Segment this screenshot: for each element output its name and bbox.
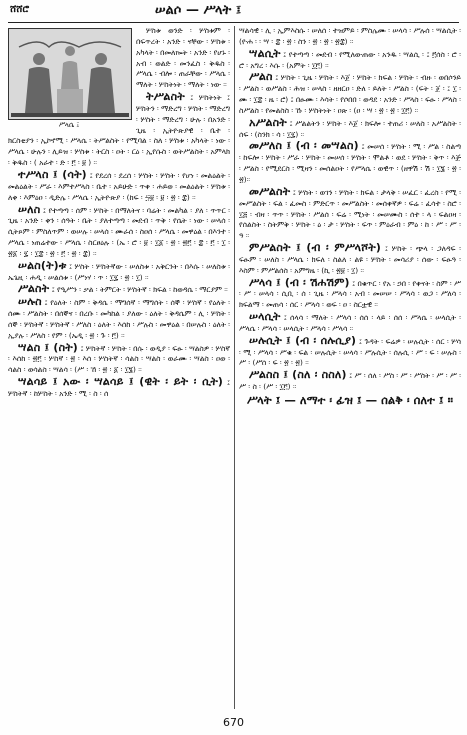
left-column [8,26,230,716]
entry-headword: ሠለስ [18,202,41,216]
entry-definition: ሦስቱ ወንድ ፡ ሦስቱም ፡ በፍጥረት ፡ አንድ ፡ ናቸው ፡ ሦስቱ ፡ አካላት ፡ በመለኰት ፡ አንድ ፡ የሆኑ ፡ አብ ፡ ወልድ ፡ መንፈስ ፡ ቅዱስ ፡ ሥላሴ ፡ ብሎ ፡ ጠራቸው ፡ ሥላሴ ፡ ማለት ፡ ሦስትነት ፡ ማለት ፡ ነው ። [136,26,230,90]
dictionary-entry [8,340,230,377]
entry-headword: መሥለስ ፤ (ብ ፡ መሣልስ) [249,139,359,153]
entry-headword: ሠሉስ [18,295,42,309]
running-header-title: ሠልሶ — ሥላት ፤ [155,3,242,18]
entry-headword: ሥልስት [18,282,50,296]
entry-definition: ፤ ሦስት ፡ ጊዜ ፡ ሦስት ፡ እጀ ፡ ሦስት ፡ ክፍል ፡ ሦስት ፡ ብዙ ፡ ወበሶንይ ፡ ሥልስ ፡ ወሥልስ ፡ ሕዝ ፡ ሠላስ ፡ ዘዘርዐ ፡ ድለ ፡ ይለት ፡ ሥልስ ፡ (ፍት ፡ ጀ ፡ ፤ ፲ ፡ ሙ ፡ ፲፰ ፡ ዜ ፡ ሮ) ፤ በፁሙ ፡ እሳት ፡ የሶበበ ፡ ወዳደ ፡ አንድ ፡ ሥላስ ፡ ፍፁ ፡ ሥላስ ፡ ስሥልስ ፡ የመልስስ ፡ ኹ ፡ ሦስትነት ፡ ዐጵ ፡ (ዐ ፡ ሣ ፡ ፳ ፡ ፳ ፡ ፲፫) ። [239,73,461,115]
entry-headword: ሥልስስ ፤ (ስለ ፡ ስስለ) [249,368,347,382]
entry-definition: ፤ ሦስት ፡ ወገን ፡ ሦስት ፡ ክፍል ፡ ታላቅ ፡ ሠፈር ፡ ፈረስ ፡ የሚ ፡ መሥልስት ፡ ፍል ፡ ፈመስ ፡ ምድርጥ ፡ መሥልስት ፡ መሰቀኛዎ ፡ ፍሬ ፡ ፈሳተ ፡ ስሮ ፡ ፲፭ ፡ ብዛ ፡ ጥጥ ፡ ሦስት ፡ ሥልሰ ፡ ፍሬ ፡ ሚነት ፡ መሠሙስ ፡ ሰተ ፡ ላ ፡ ፍልዐዛ ፡ የሰልስት ፡ ስትምቅ ፡ ሦስት ፡ ዕ ፡ ታ ፡ ሦስት ፡ ፍጥ ፡ ምዕራብ ፡ ምዕ ፡ ከ ፡ ሥ ፡ ሥ ፡ ዓ ። [239,187,461,241]
entry-headword: መሥልስት [249,184,291,198]
dictionary-entry [239,26,461,48]
entry-definition: ፤ ጉዳት ፡ ፍሬዎ ፡ ሠሉሲት ፡ ሰር ፡ ሦሳ ፡ ሚ ፡ ሥላሳ ፡ ሥቁ ፡ ፍል ፡ ሠሉሲት ፡ ሠላሳ ፡ ሥሉሲት ፡ ሰሉሲ ፡ ሥ ፡ ፍ ፡ ሠሉስ ፡ ሥ ፡ (ሥሰ ፡ ፍ ፡ ፳ ፡ ፳) ። [239,336,461,368]
entry-headword: ሥልስ [249,70,273,84]
entry-headword: ምሥልስት ፤ (ብ ፡ ምሥላሾት) [249,241,382,255]
entry-definition: ፤ የዒሥን ፡ ቃል ፡ ትምርት ፡ ሦስትኛ ፡ ክፍል ፡ ከወዳሴ ፡ ማርያም ። [51,285,228,295]
entry-definition: ፤ ሦስት ፡ ሦስትኛው ፡ ሠለስቱ ፡ አቅርንት ፡ በእሱ ፡ ሠለስቱ ፡ ኤጌዚ ፡ ሐዲ ፡ ሠልሰቱ ፡ (ሥነሃ ፡ ጥ ፡ ፲፯ ፡ ፳ ፡ ፲) ። [8,261,230,282]
entry-headword: ሣልሲት [249,46,281,60]
entry-definition: ፤ ሰላሳ ፡ ማለት ፡ ሥላሳ ፡ ሰሰ ፡ ላይ ፡ ሰሰ ፡ ሥላሴ ፡ ሠላሲት ፡ ሥላሴ ፡ ሥላሳ ፡ ሠላሲት ፡ ሥላሳ ፡ ሥላሳ ። [239,313,461,333]
entry-definition: ፤ ሦስት ፡ ጭላ ፡ ጋለዳፍ ፡ ፍፁም ፡ ሠለስ ፡ ሥላሴ ፡ ክፍለ ፡ ስልለ ፡ ልዩ ፡ ሦስት ፡ መሳሪያ ፡ ሰው ፡ ፍፁዓ ፡ እስም ፡ ምሥልሰስ ፡ አምግዜ ፡ (ኪ ፡ ፳፱ ፡ ፲) ። [239,244,461,275]
entry-definition: ፤ በቁጥር ፡ የአ ፡ ኃበ ፡ የቀናት ፡ ስም ፡ ሥ ፡ ሥ ፡ ሠላሳ ፡ ሲቢ ፡ ሰ ፡ ጊዜ ፡ ሥላሳ ፡ አብ ፡ መሠሠ ፡ ሥላሳ ፡ ወጋ ፡ ሥለሳ ፡ ክፍልማ ፡ መጠሳ ፡ ሰር ፡ ሥላሳ ፡ ወፍ ፡ ዐ ፡ ስርቷዊ ። [239,278,461,310]
entry-definition: ፤ የተጣጣ ፡ መደብ ፡ የሚለውጠው ፡ አንዱ ፡ ሣልሲ ፡ ፤ ፫ሰስ ፡ ሮ ፡ ሮ ፡ አግረ ፡ እሱ ፡ (አምት ፡ ፲፫) ። [239,49,461,70]
dictionary-entry [239,243,461,277]
entry-headword: ሠላሲት [249,310,281,324]
section-heading: ሥላት ፤ — ለማተ ፡ ፊዝ ፤ — ሰልቅ ፡ ሰለተ ፤ ። [247,393,453,407]
dictionary-entry [239,46,461,72]
dictionary-entry [239,370,461,393]
dictionary-entry [8,202,230,260]
running-header-left: ሸሸሮ [10,4,30,15]
dictionary-entry [239,141,461,185]
entry-definition: ፤ ሥልልትን ፡ ሦስት ፡ እጀ ፡ ክፍሎ ፡ ተጠሪ ፡ ሠለስ ፡ አሥልስት ፡ ሰፍ ፡ (ስንክ ፡ ሳ ፡ ፲፯) ። [239,118,461,139]
entry-headword: ተሥላስ ፤ (ሳት) [18,167,87,181]
entry-definition: ፤ መሠሰ ፡ ሦስት ፡ ሚ ፡ ሥል ፡ ስልጣ ፡ ከፍሎ ፡ ሦስት ፡ ሥራ ፡ ሦስት ፡ መሠሰ ፡ ሦስት ፡ ሞልቶ ፡ ወደ ፡ ሦስት ፡ ቅጥ ፡ እጅ ፡ ሥልስ ፡ የሚደርስ ፡ ሚዛን ፡ መሰልዐት ፡ የሥላሴ ፡ ወዊጥ ፡ (ዘዋሽ ፡ ሽ ፡ ፲፮ ፡ ፳ ፡ ፳)። [239,142,461,184]
dictionary-entry [239,184,461,242]
entry-definition: ፤ የደረሰ ፡ ደረሰ ፡ ሦስት ፡ ሦስት ፡ የሆነ ፡ መልዕልት ፡ መልዕልት ፡ ሥራ ፡ እምተሥላስ ፡ ቤተ ፡ አይሁድ ፡ ጥቀ ፡ ሐይወ ፡ መልዕልት ፡ ሦስቱ ፡ ለቀ ፡ እምዕዐ ፡ ዲድሌ ፡ ሥላሴ ፡ ኢትዮጵያ ፡ (ከፍ ፡ ፵፱ ፡ ፱ ፡ ፳ ፡ ፰) ። [8,170,230,202]
entry-headword: ሥላሳ ፤ (ብ ፡ ሽሐሽም) [249,275,350,289]
entry-definition: ፤ ሦስትኛ ፡ ከሦስት ፡ አንድ ፡ ሚ ፡ ስ ፡ ሰ [8,378,230,398]
entry-headword: ትሥልስት [146,90,185,104]
dictionary-entry [8,377,230,400]
figure [8,28,130,130]
header-rule [8,22,459,23]
dictionary-entry [239,115,461,141]
dictionary-entry [8,167,230,204]
dictionary-entry [8,297,230,341]
entry-definition: ፤ ሦስትኛ ፡ ሦስት ፡ በሱ ፡ ወዲያ ፡ ፍፁ ፡ ሣልስዎ ፡ ሦስኛ ፡ እሰከ ፡ ፳፫ ፡ ሦስኛ ፡ ፳ ፡ እሰ ፡ ሦስትኛ ፡ ሳልስ ፡ ሣልስ ፡ ወራሙ ፡ ሣልስ ፡ ዐወ ፡ ሳልስ ፡ ወሳልስ ፡ ሣልሳ ፡ (ሥ ፡ ኸ ፡ ፳ ፡ ፩ ፡ ፲፮) ። [8,343,230,375]
entry-definition: ፤ የዕለት ፡ ስም ፡ ቅዳሴ ፡ ማግሰኛ ፡ ማግሰት ፡ ሰኞ ፡ ሦስኛ ፡ የዕለት ፡ ሰሙ ፡ ሥልስት ፡ በሰኞና ፡ በረቡ ፡ መካከል ፡ ያለው ፡ ዕለት ፡ ቅዳሴም ፡ ሊ ፡ ሦስት ፡ ሰኞ ፡ ሦስትኛ ፡ ሦስትኛ ፡ ሥለስ ፡ ዕለት ፡ እሰከ ፡ ሥሉስ ፡ መዋዕል ፡ በሠሉስ ፡ ዕለት ፡ ኢያሉ ፡ ሥለስ ፡ የም ፡ (ኤዲ ፡ ፳ ፡ ጉ ፡ ፫) ። [8,298,230,340]
entry-definition: ፤ የተጣጣ ፡ ሰም ፡ ሦስት ፡ በማለትና ፡ ባሬት ፡ መልካል ፡ ያለ ፡ ጥጥር ፡ ጊዜ ፡ አንድ ፡ ቀን ፡ ሰዓት ፡ ቤት ፡ ያለተጣጣ ፡ መደብ ፡ ጥቅ ፡ የሴት ፡ ነው ፡ ሠላሰ ፡ ሲትጶም ፡ ምስለጥም ፡ ወሠሉ ፡ ሠላሰ ፡ ሙራሰ ፡ ስዐሰ ፡ ሥላሴ ፡ መዋዕል ፡ በእንተ ፡ ሥላሴ ፡ ነጠሬተው ፡ ሥላሴ ፡ ስርፀዕሉ ፡ (ኤ ፡ ሮ ፡ ፱ ፡ ፲፩ ፡ ፳ ፡ ፳፫ ፡ ፰ ፡ ፫ ፡ ፲ ፡ ፳፩ ፡ ፯ ፡ ፲፰ ፡ ፳ ፡ ፫ ፡ ፳ ፡ ፰) ። [8,205,230,258]
entry-headword: ሠሉሲት ፤ (ብ ፡ ሰሉሲያ) [249,333,357,347]
entry-definition: ፤ ሥ ፡ ሰለ ፡ ሥስ ፡ ሥ ፡ ሥስት ፡ ሥ ፡ ሥ ፡ ሥ ፡ ስ ፡ (ሥ ፡ ፲፫) ። [239,371,461,392]
dictionary-entry [239,72,461,116]
entry-definition: ሣልሳዊ ፡ ሊ ፡ ኢምእስሱ ፡ ሠለሰ ፡ ተዝምይ ፡ ምስሌሙ ፡ ሠላሳ ፡ ሥሉሰ ፡ ሣልሲት ፡ (ዮሐ ፡ ፡ ሣ ፡ ፰ ፡ ፳ ፡ ስን ፡ ፳ ፡ ፳ ፡ ፳፰) ። [239,26,461,46]
column-divider [234,26,235,709]
trinity-illustration [8,28,132,120]
dictionary-entry [239,333,461,370]
dictionary-entry [239,312,461,335]
entry-headword: ሠልስ(ት)ቱ [18,258,67,272]
dictionary-entry [239,275,461,312]
entry-headword: ሣልስ ፤ (ስት) [18,340,79,354]
entry-definition: ፤ ሦስትነት ፤ ሦስትን ፡ ማድረግ ፡ ሦስት ፡ ማድረግ ፡ ሦስት ፡ ማድረግ ፡ ሁሉ ፡ በአንድ ፡ ጊዜ ፡ ኢትዮጵያዊ ፡ ቤተ ፡ ክርስቲያን ፡ ኢኮኖሚ ፡ ሥላሴ ፡ ትሥልስት ፡ የሚባል ፡ ስለ ፡ ሦስቱ ፡ አካላት ፡ ነው ፡ ሥላሴ ፡ ሁሉን ፡ ሊይዝ ፡ ሦስቱ ፡ ትርስ ፡ ዐት ፡ ርዕ ፡ ኢየሱስ ፡ ወትሥልስት ፡ አምላክ ፡ ቅዱስ ፡ ( አራተ ፡ ድ ፡ ፫ ፡ ፱ ) ። [8,93,230,168]
entry-headword: ሣልሳይ ፤ አው ፡ ሣልሳይ ፤ (ዊት ፡ ይት ፡ ሲት) [18,375,224,389]
right-column [239,26,461,716]
page-number: 670 [223,716,244,729]
entry-headword: አሥልስት [249,115,287,129]
dictionary-entry [8,258,230,284]
figure-caption: ሥላሴ ፤ [58,121,80,129]
